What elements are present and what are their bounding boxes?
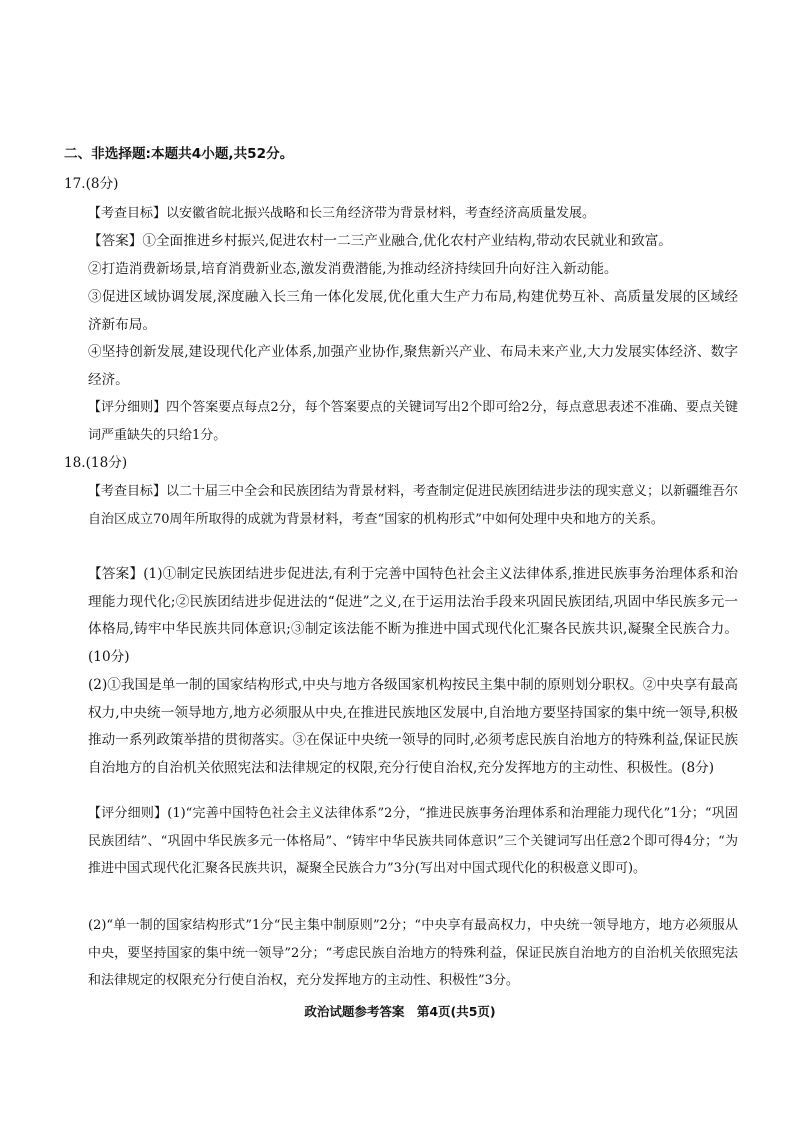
q17-answer-point-4: ④坚持创新发展,建设现代化产业体系,加强产业协作,聚焦新兴产业、布局未来产业,大力发展实体经济、数字经济。 — [88, 344, 738, 388]
q18-exam-goal: 【考查目标】以二十届三中全会和民族团结为背景材料，考查制定促进民族团结进步法的现实意义；以新疆维吾尔自治区成立70周年所取得的成就为背景材料，考查“国家的机构形式”中如何处理中央和地方的关系。 — [88, 484, 739, 527]
q17-answer-point-1: 【答案】①全面推进乡村振兴,促进农村一二三产业融合,优化农村产业结构,带动农民就业和致富。 — [88, 233, 672, 249]
page-footer: 政治试题参考答案 第4页(共5页) — [304, 1004, 496, 1019]
q18-answer-part-2: (2)①我国是单一制的国家结构形式,中央与地方各级国家机构按民主集中制的原则划分职权。②中央享有最高权力,中央统一领导地方,地方必须服从中央,在推进民族地区发展中,自治地方要坚持国家的集中统一领导,积极推动一系列政策举措的贯彻落实。③在保证中央统一领导的同时,必须考虑民族自治地方的特殊利益,保证民族自治地方的自治机关依照宪法和法律规定的权限,充分行使自治权,充分发挥地方的主动性、积极性。(8分) — [88, 677, 738, 777]
section-heading: 二、非选择题:本题共4小题,共52分。 — [64, 146, 294, 162]
question-18-number: 18.(18分) — [64, 455, 128, 471]
q18-scoring-rules-part-1: 【评分细则】(1)“完善中国特色社会主义法律体系”2分，“推进民族事务治理体系和治理能力现代化”1分；“巩固民族团结”、“巩固中华民族多元一体格局”、“铸牢中华民族共同体意识”三个关键词写出任意2个即可得4分；“为推进中国式现代化汇聚各民族共识，凝聚全民族合力”3分(写出对中国式现代化的积极意义即可)。 — [88, 806, 738, 877]
q18-scoring-rules-part-2: (2)“单一制的国家结构形式”1分“民主集中制原则”2分；“中央享有最高权力，中央统一领导地方，地方必须服从中央，要坚持国家的集中统一领导”2分；“考虑民族自治地方的特殊利益，保证民族自治地方的自治机关依照宪法和法律规定的权限充分行使自治权，充分发挥地方的主动性、积极性”3分。 — [88, 918, 738, 989]
question-17-number: 17.(8分) — [64, 176, 119, 192]
q17-answer-point-3: ③促进区域协调发展,深度融入长三角一体化发展,优化重大生产力布局,构建优势互补、高质量发展的区域经济新布局。 — [88, 289, 738, 333]
q17-scoring-rules: 【评分细则】四个答案要点每点2分，每个答案要点的关键词写出2个即可给2分，每点意思表述不准确、要点关键词严重缺失的只给1分。 — [88, 400, 738, 443]
q18-answer-part-1: 【答案】(1)①制定民族团结进步促进法,有利于完善中国特色社会主义法律体系,推进民族事务治理体系和治理能力现代化;②民族团结进步促进法的“促进”之义,在于运用法治手段来巩固民族团结,巩固中华民族多元一体格局,铸牢中华民族共同体意识;③制定该法能不断为推进中国式现代化汇聚各民族共识,凝聚全民族合力。(10分) — [88, 566, 738, 666]
q17-exam-goal: 【考查目标】以安徽省皖北振兴战略和长三角经济带为背景材料，考查经济高质量发展。 — [88, 206, 596, 221]
q17-answer-point-2: ②打造消费新场景,培育消费新业态,激发消费潜能,为推动经济持续回升向好注入新动能。 — [88, 261, 618, 277]
